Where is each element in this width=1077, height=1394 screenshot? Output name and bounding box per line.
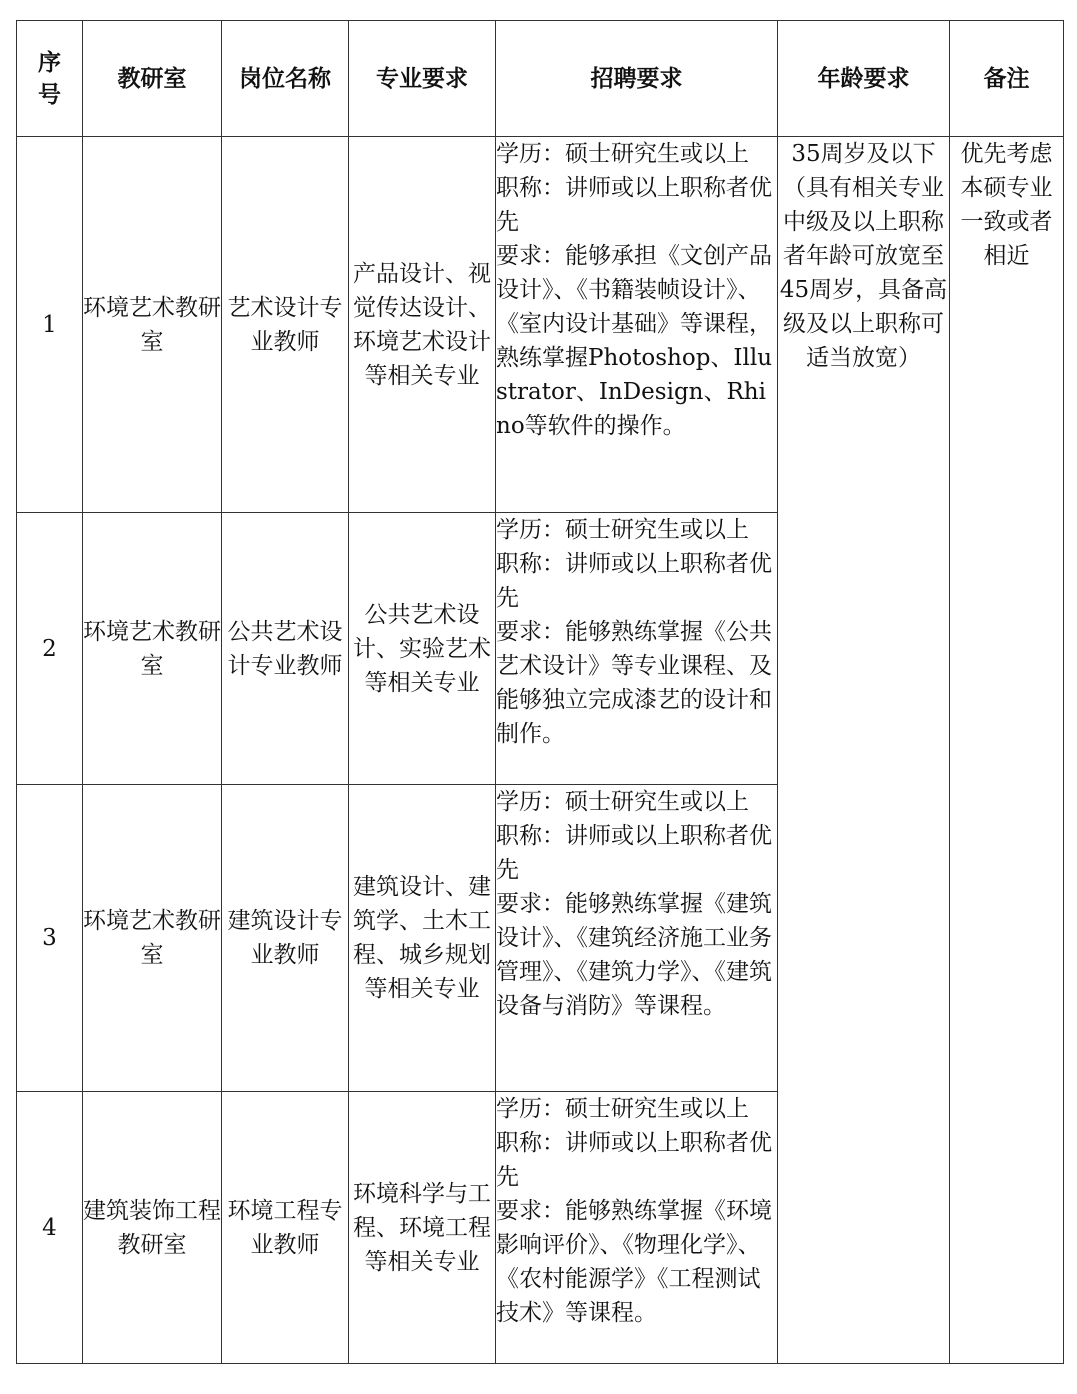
row-title: 职称：讲师或以上职称者优先 — [496, 823, 772, 883]
row-major: 建筑设计、建筑学、土木工程、城乡规划等相关专业 — [349, 785, 496, 1092]
row-education: 学历：硕士研究生或以上 — [496, 141, 749, 167]
row-education: 学历：硕士研究生或以上 — [496, 517, 749, 543]
row-position: 公共艺术设计专业教师 — [222, 513, 349, 785]
notes: 优先考虑本硕专业一致或者相近 — [950, 137, 1064, 1364]
row-requirement: 要求：能够熟练掌握《建筑设计》、《建筑经济施工业务管理》、《建筑力学》、《建筑设备与消防》等课程。 — [496, 891, 772, 1019]
header-seq-line2: 号 — [38, 81, 61, 108]
header-major: 专业要求 — [349, 21, 496, 137]
row-major: 公共艺术设计、实验艺术等相关专业 — [349, 513, 496, 785]
row-recruit — [496, 1092, 778, 1364]
row-title: 职称：讲师或以上职称者优先 — [496, 551, 772, 611]
row-position: 艺术设计专业教师 — [222, 137, 349, 513]
row-title: 职称：讲师或以上职称者优先 — [496, 1130, 772, 1190]
row-requirement: 要求：能够熟练掌握《环境影响评价》、《物理化学》、《农村能源学》《工程测试技术》等课程。 — [496, 1198, 772, 1326]
row-education: 学历：硕士研究生或以上 — [496, 1096, 749, 1122]
header-notes: 备注 — [950, 21, 1064, 137]
row-recruit — [496, 137, 778, 513]
row-recruit — [496, 785, 778, 1092]
row-requirement: 要求：能够熟练掌握《公共艺术设计》等专业课程、及能够独立完成漆艺的设计和制作。 — [496, 619, 772, 747]
row-dept: 环境艺术教研室 — [83, 785, 222, 1092]
row-dept: 环境艺术教研室 — [83, 137, 222, 513]
header-seq — [17, 21, 83, 137]
row-requirement: 要求：能够承担《文创产品设计》、《书籍装帧设计》、《室内设计基础》等课程，熟练掌握Photoshop、Illustrator、InDesign、Rhino等软件的操作。 — [496, 243, 773, 439]
header-seq-line1: 序 — [38, 49, 61, 76]
table-header-row — [17, 21, 1064, 137]
row-major: 产品设计、视觉传达设计、环境艺术设计等相关专业 — [349, 137, 496, 513]
row-title: 职称：讲师或以上职称者优先 — [496, 175, 772, 235]
row-seq: 3 — [17, 785, 83, 1092]
header-dept: 教研室 — [83, 21, 222, 137]
header-position: 岗位名称 — [222, 21, 349, 137]
row-dept: 建筑装饰工程教研室 — [83, 1092, 222, 1364]
row-seq: 2 — [17, 513, 83, 785]
row-education: 学历：硕士研究生或以上 — [496, 789, 749, 815]
recruitment-table — [16, 20, 1064, 1364]
age-requirement: 35周岁及以下（具有相关专业中级及以上职称者年龄可放宽至45周岁，具备高级及以上职称可适当放宽） — [778, 137, 950, 1364]
header-age: 年龄要求 — [778, 21, 950, 137]
row-dept: 环境艺术教研室 — [83, 513, 222, 785]
row-seq: 4 — [17, 1092, 83, 1364]
row-major: 环境科学与工程、环境工程等相关专业 — [349, 1092, 496, 1364]
row-position: 环境工程专业教师 — [222, 1092, 349, 1364]
row-recruit — [496, 513, 778, 785]
header-recruit: 招聘要求 — [496, 21, 778, 137]
row-position: 建筑设计专业教师 — [222, 785, 349, 1092]
row-seq: 1 — [17, 137, 83, 513]
table-row — [17, 137, 1064, 513]
